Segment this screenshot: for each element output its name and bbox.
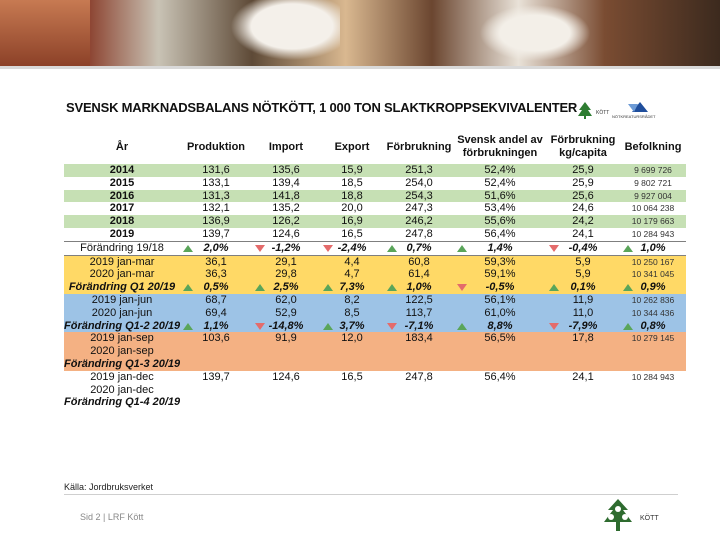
cell-value: 1,1% xyxy=(203,319,229,332)
cell-import: 139,4 xyxy=(272,176,300,189)
cell-import xyxy=(252,384,320,397)
page-title: SVENSK MARKNADSBALANS NÖTKÖTT, 1 000 TON SLAKTKROPPSEKVIVALENTER xyxy=(66,100,578,115)
row-label: 2020 jan-mar xyxy=(89,268,155,281)
header-export: Export xyxy=(320,130,384,164)
row-label: 2016 xyxy=(109,189,135,202)
cell-export xyxy=(320,281,384,294)
flag-logo-text: NÖTKREATURSRÅDET xyxy=(612,114,656,119)
cell-value: -7,1% xyxy=(404,319,434,332)
header-import: Import xyxy=(252,130,320,164)
cell-value: -14,8% xyxy=(268,319,304,332)
table-row xyxy=(64,371,686,384)
cell-export: 16,5 xyxy=(320,228,384,241)
cell-population xyxy=(620,320,686,333)
cell-production: 103,6 xyxy=(202,332,230,345)
row-label: Förändring 19/18 xyxy=(64,241,180,255)
header-year: År xyxy=(64,130,180,164)
cell-consumption xyxy=(384,241,454,255)
banner-left-panel xyxy=(0,0,90,66)
cell-production: 131,6 xyxy=(202,164,230,176)
banner-divider xyxy=(0,66,720,69)
cell-population: 10 279 145 xyxy=(631,333,675,344)
change-row xyxy=(64,358,686,371)
cell-production: 136,9 xyxy=(202,215,230,228)
cell-share xyxy=(454,281,546,294)
table-row xyxy=(64,384,686,397)
cell-share: 59,3% xyxy=(484,255,516,268)
bottom-logo-text: KÖTT xyxy=(640,515,659,522)
cell-production: 36,1 xyxy=(205,255,227,268)
cell-consumption: 247,8 xyxy=(384,228,454,241)
trend-down-icon xyxy=(549,245,559,252)
table-row xyxy=(64,307,686,320)
cell-population: 10 262 836 xyxy=(631,294,675,305)
trend-up-icon xyxy=(623,284,633,291)
table-row xyxy=(64,255,686,268)
cell-share: 52,4% xyxy=(484,176,516,189)
table-row xyxy=(64,215,686,228)
cell-production: 68,7 xyxy=(205,293,227,306)
row-label: 2014 xyxy=(109,164,135,176)
trend-up-icon xyxy=(623,245,633,252)
cell-population: 10 250 167 xyxy=(631,256,675,267)
trend-up-icon xyxy=(549,284,559,291)
cell-per-capita: 5,9 xyxy=(575,255,591,268)
cell-population: 9 699 726 xyxy=(634,165,672,175)
cell-export: 15,9 xyxy=(341,164,363,176)
row-label: 2020 jan-sep xyxy=(90,345,154,358)
cell-production xyxy=(180,320,252,333)
cell-per-capita: 25,6 xyxy=(572,189,594,202)
cell-share: 51,6% xyxy=(484,189,516,202)
cell-consumption: 254,0 xyxy=(405,176,433,189)
cell-per-capita xyxy=(546,358,620,371)
cell-consumption: 246,2 xyxy=(405,215,433,228)
cell-population xyxy=(620,281,686,294)
market-balance-table xyxy=(64,130,686,409)
cell-population xyxy=(620,241,686,255)
cell-production xyxy=(180,241,252,255)
row-label: Förändring Q1-4 20/19 xyxy=(64,396,180,409)
cell-consumption xyxy=(384,384,454,397)
cell-import: 91,9 xyxy=(275,332,297,345)
cell-production: 132,1 xyxy=(202,202,230,215)
cell-export xyxy=(320,384,384,397)
row-label: 2019 jan-sep xyxy=(90,332,154,345)
cell-value: 1,4% xyxy=(487,241,513,254)
cell-import: 141,8 xyxy=(272,189,300,202)
cell-export xyxy=(320,320,384,333)
table-row xyxy=(64,268,686,281)
cell-consumption: 60,8 xyxy=(408,255,430,268)
cell-per-capita xyxy=(546,281,620,294)
cell-per-capita: 25,9 xyxy=(572,176,594,189)
cell-consumption: 113,7 xyxy=(405,306,433,319)
cell-production: 131,3 xyxy=(202,189,230,202)
cell-per-capita: 5,9 xyxy=(575,268,591,281)
trend-up-icon xyxy=(323,284,333,291)
cell-consumption xyxy=(384,358,454,371)
trend-up-icon xyxy=(623,323,633,330)
cell-export: 18,5 xyxy=(341,176,363,189)
cell-export: 16,5 xyxy=(341,370,363,383)
cell-share: 56,4% xyxy=(454,228,546,241)
cell-population: 10 341 045 xyxy=(631,269,675,280)
cell-export: 16,9 xyxy=(341,215,363,228)
cell-export xyxy=(320,241,384,255)
cell-import: 126,2 xyxy=(272,215,300,228)
row-label: Förändring Q1-2 20/19 xyxy=(64,319,180,332)
cell-consumption xyxy=(384,396,454,409)
trend-up-icon xyxy=(183,323,193,330)
cell-value: 0,8% xyxy=(640,319,666,332)
cell-import xyxy=(252,396,320,409)
trend-up-icon xyxy=(323,323,333,330)
table-row xyxy=(64,164,686,177)
cell-value: 1,0% xyxy=(640,241,666,254)
cell-population xyxy=(620,345,686,358)
cell-share: 52,4% xyxy=(484,164,516,176)
cell-share: 59,1% xyxy=(484,268,516,281)
cell-value: 2,5% xyxy=(273,281,299,294)
change-row xyxy=(64,396,686,409)
cell-share: 53,4% xyxy=(484,202,516,215)
header-photo-banner xyxy=(0,0,720,66)
cell-value: 0,1% xyxy=(570,281,596,294)
cell-per-capita xyxy=(546,384,620,397)
row-label: 2020 jan-dec xyxy=(90,383,154,396)
cell-population: 10 344 436 xyxy=(631,307,675,318)
cell-per-capita: 11,9 xyxy=(572,293,594,306)
row-label: 2019 jan-dec xyxy=(90,370,154,383)
cell-value: -1,2% xyxy=(271,241,301,254)
cell-production: 36,3 xyxy=(205,268,227,281)
kott-bottom-logo-icon xyxy=(598,498,638,532)
cell-production: 69,4 xyxy=(205,306,227,319)
cell-import: 124,6 xyxy=(252,228,320,241)
cell-export: 18,8 xyxy=(341,189,363,202)
trend-down-icon xyxy=(549,323,559,330)
cell-per-capita: 25,9 xyxy=(572,164,594,176)
table-header-row xyxy=(64,130,686,164)
cell-import xyxy=(252,345,320,358)
cell-import xyxy=(252,320,320,333)
table-row xyxy=(64,190,686,203)
trend-up-icon xyxy=(183,245,193,252)
cell-share: 61,0% xyxy=(484,306,516,319)
banner-cow-white-1 xyxy=(220,0,340,66)
cell-consumption: 122,5 xyxy=(405,293,433,306)
cell-production xyxy=(180,396,252,409)
banner-cow-white-2 xyxy=(470,0,600,66)
change-row xyxy=(64,241,686,255)
cell-share xyxy=(454,345,546,358)
cell-value: -7,9% xyxy=(568,319,598,332)
cell-population: 10 284 943 xyxy=(631,371,675,382)
cell-population: 10 064 238 xyxy=(631,203,675,214)
cell-value: 3,7% xyxy=(339,319,365,332)
cell-population xyxy=(620,384,686,397)
cell-export xyxy=(320,345,384,358)
kott-tree-logo-icon xyxy=(576,101,594,119)
table-row xyxy=(64,332,686,345)
cell-per-capita: 24,1 xyxy=(572,370,594,383)
cell-population: 10 284 943 xyxy=(620,228,686,241)
header-population: Befolkning xyxy=(620,130,686,164)
cell-import xyxy=(252,241,320,255)
cell-share xyxy=(454,241,546,255)
cell-export: 12,0 xyxy=(341,332,363,345)
trend-up-icon xyxy=(387,284,397,291)
trend-up-icon xyxy=(255,284,265,291)
cell-share: 56,5% xyxy=(484,332,516,345)
cell-production: 133,1 xyxy=(202,176,230,189)
kott-logo-text: KÖTT xyxy=(596,110,610,116)
cell-consumption: 247,3 xyxy=(405,202,433,215)
cell-export: 8,5 xyxy=(344,306,360,319)
change-row xyxy=(64,320,686,333)
cell-production xyxy=(180,358,252,371)
cell-production: 139,7 xyxy=(180,228,252,241)
header-production: Produktion xyxy=(180,130,252,164)
row-label: 2019 xyxy=(64,228,180,241)
cell-per-capita: 24,1 xyxy=(546,228,620,241)
trend-down-icon xyxy=(387,323,397,330)
cell-import: 52,9 xyxy=(275,306,297,319)
cell-consumption: 251,3 xyxy=(405,164,433,176)
header-consumption: Förbrukning xyxy=(384,130,454,164)
row-label: 2017 xyxy=(109,202,135,215)
trend-up-icon xyxy=(183,284,193,291)
cell-consumption xyxy=(384,281,454,294)
header-swedish-share: Svensk andel av förbrukningen xyxy=(454,130,546,164)
trend-up-icon xyxy=(387,245,397,252)
cell-value: 0,9% xyxy=(640,281,666,294)
cell-consumption xyxy=(384,320,454,333)
cell-population: 10 179 663 xyxy=(631,216,675,227)
cell-import: 135,2 xyxy=(272,202,300,215)
page-footer: Sid 2 | LRF Kött xyxy=(80,512,144,522)
header-per-capita: Förbrukning kg/capita xyxy=(546,130,620,164)
cell-share: 55,6% xyxy=(484,215,516,228)
row-label: 2020 jan-jun xyxy=(91,306,153,319)
cell-export: 20,0 xyxy=(341,202,363,215)
cell-export: 4,7 xyxy=(344,268,360,281)
row-label: 2015 xyxy=(109,176,135,189)
cell-per-capita xyxy=(546,345,620,358)
table-row xyxy=(64,177,686,190)
cell-share: 56,1% xyxy=(484,293,516,306)
cell-per-capita xyxy=(546,396,620,409)
trend-down-icon xyxy=(323,245,333,252)
cell-export: 8,2 xyxy=(344,293,360,306)
cell-share xyxy=(454,358,546,371)
trend-up-icon xyxy=(457,245,467,252)
cell-value: -2,4% xyxy=(337,241,367,254)
trend-down-icon xyxy=(255,323,265,330)
footer-divider xyxy=(64,494,678,495)
cell-population xyxy=(620,358,686,371)
cell-import xyxy=(252,358,320,371)
cell-value: 2,0% xyxy=(203,241,229,254)
trend-down-icon xyxy=(457,284,467,291)
cell-value: -0,4% xyxy=(568,241,598,254)
cell-production xyxy=(180,384,252,397)
cell-value: 8,8% xyxy=(487,319,513,332)
cell-per-capita: 24,6 xyxy=(572,202,594,215)
cell-population: 9 802 721 xyxy=(634,177,672,188)
cell-share xyxy=(454,396,546,409)
cell-import: 135,6 xyxy=(272,164,300,176)
cell-per-capita xyxy=(546,241,620,255)
cell-export xyxy=(320,358,384,371)
cell-consumption: 254,3 xyxy=(405,189,433,202)
cell-value: 0,7% xyxy=(406,241,432,254)
cell-import: 29,1 xyxy=(275,255,297,268)
cell-export: 4,4 xyxy=(344,255,360,268)
cell-import: 124,6 xyxy=(272,370,300,383)
trend-down-icon xyxy=(255,245,265,252)
cell-population: 9 927 004 xyxy=(634,190,672,201)
cell-per-capita: 17,8 xyxy=(572,332,594,345)
cell-export xyxy=(320,396,384,409)
cell-import: 62,0 xyxy=(275,293,297,306)
cell-value: 1,0% xyxy=(406,281,432,294)
cell-value: -0,5% xyxy=(485,281,515,294)
table-row xyxy=(64,202,686,215)
cell-population xyxy=(620,396,686,409)
cell-production xyxy=(180,345,252,358)
cell-consumption: 61,4 xyxy=(408,268,430,281)
row-label: 2019 jan-mar xyxy=(89,255,155,268)
trend-up-icon xyxy=(457,323,467,330)
row-label: Förändring Q1 20/19 xyxy=(68,281,176,294)
cell-consumption: 247,8 xyxy=(405,370,433,383)
cell-value: 0,5% xyxy=(203,281,229,294)
table-row xyxy=(64,228,686,241)
cell-per-capita xyxy=(546,320,620,333)
cell-production xyxy=(180,281,252,294)
change-row xyxy=(64,281,686,294)
row-label: 2018 xyxy=(109,215,135,228)
source-note: Källa: Jordbruksverket xyxy=(64,482,154,492)
cell-consumption: 183,4 xyxy=(405,332,433,345)
cell-per-capita: 11,0 xyxy=(572,306,594,319)
cell-production: 139,7 xyxy=(202,370,230,383)
table-row xyxy=(64,345,686,358)
table-row xyxy=(64,294,686,307)
cell-value: 7,3% xyxy=(339,281,365,294)
cell-share xyxy=(454,384,546,397)
cell-share xyxy=(454,320,546,333)
cell-per-capita: 24,2 xyxy=(572,215,594,228)
cell-consumption xyxy=(384,345,454,358)
row-label: Förändring Q1-3 20/19 xyxy=(64,357,180,370)
cell-share: 56,4% xyxy=(484,370,516,383)
cell-import xyxy=(252,281,320,294)
cell-import: 29,8 xyxy=(275,268,297,281)
row-label: 2019 jan-jun xyxy=(91,293,153,306)
